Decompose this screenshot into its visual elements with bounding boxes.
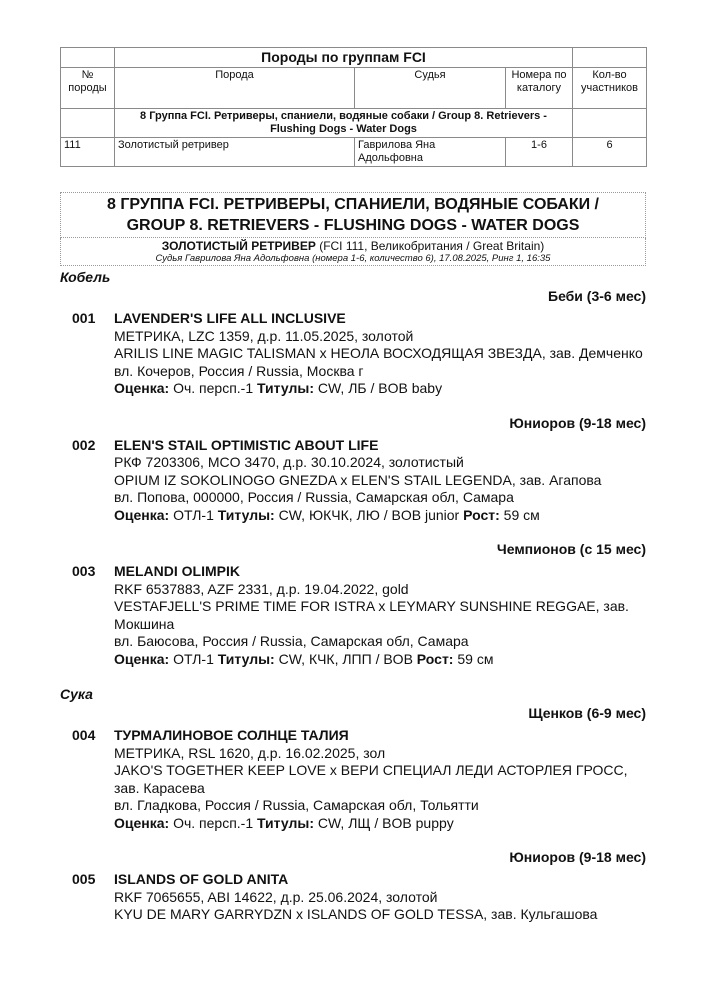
table-title-row	[61, 48, 647, 68]
header-participants: Кол-во участников	[573, 68, 647, 109]
entry-body	[114, 437, 646, 525]
height-value: 59 см	[453, 650, 494, 667]
titles-value: CW, КЧК, ЛПП / BOB	[274, 650, 417, 667]
titles-label: Титулы:	[257, 380, 314, 396]
entry-number: 005	[72, 871, 96, 887]
owner: вл. Кочеров, Россия / Russia, Москва г	[114, 362, 364, 379]
parents-breeder: JAKO'S TOGETHER KEEP LOVE x ВЕРИ СПЕЦИАЛ ЛЕДИ АСТОРЛЕЯ ГРОСС, зав. Карасева	[114, 762, 628, 796]
parents-breeder: KYU DE MARY GARRYDZN x ISLANDS OF GOLD TESSA, зав. Кульгашова	[114, 906, 598, 922]
catalog-entry	[72, 310, 646, 398]
class-title: Юниоров (9-18 мес)	[509, 849, 646, 865]
parents-breeder: VESTAFJELL'S PRIME TIME FOR ISTRA x LEYMARY SUNSHINE REGGAE, зав. Мокшина	[114, 598, 629, 632]
class-title: Чемпионов (с 15 мес)	[496, 541, 646, 557]
header-breed-no: № породы	[61, 68, 115, 109]
entry-number: 001	[72, 310, 96, 326]
titles-label: Титулы:	[257, 814, 314, 831]
catalog-numbers: 1-6	[506, 138, 573, 167]
catalog-page	[60, 47, 646, 924]
catalog-entry	[72, 871, 646, 924]
breed-no: 111	[61, 138, 115, 167]
registration: RKF 6537883, AZF 2331, д.р. 19.04.2022, gold	[114, 580, 409, 597]
breed-name: ЗОЛОТИСТЫЙ РЕТРИВЕР	[161, 239, 316, 253]
dog-name: LAVENDER'S LIFE ALL INCLUSIVE	[114, 310, 346, 326]
grade-label: Оценка:	[114, 506, 170, 523]
grade-value: Оч. персп.-1	[169, 814, 258, 831]
entry-number: 004	[72, 727, 96, 743]
class-title: Беби (3-6 мес)	[548, 288, 646, 304]
dog-name: ELEN'S STAIL OPTIMISTIC ABOUT LIFE	[114, 436, 379, 453]
entry-body	[114, 310, 646, 398]
group-header-line2: GROUP 8. RETRIEVERS - FLUSHING DOGS - WATER DOGS	[126, 217, 580, 234]
catalog-entry	[72, 437, 646, 525]
titles-label: Титулы:	[217, 650, 275, 667]
entry-body	[114, 727, 646, 832]
group-name: 8 Группа FCI. Ретриверы, спаниели, водяные собаки / Group 8. Retrievers - Flushing Dogs - Water Dogs	[115, 109, 573, 138]
entry-body	[114, 563, 646, 668]
grade-label: Оценка:	[114, 650, 170, 667]
table-header-row	[61, 68, 647, 109]
breed-name: Золотистый ретривер	[115, 138, 355, 167]
class-title: Щенков (6-9 мес)	[528, 705, 646, 721]
results	[114, 380, 646, 398]
catalog-entry	[72, 563, 646, 668]
group-row	[61, 109, 647, 138]
grade-value: ОТЛ-1	[169, 650, 218, 667]
group-header-line1: 8 ГРУППА FCI. РЕТРИВЕРЫ, СПАНИЕЛИ, ВОДЯНЫЕ СОБАКИ /	[106, 196, 599, 213]
judge-name: Гаврилова Яна Адольфовна	[355, 138, 506, 167]
height-label: Рост:	[416, 650, 454, 667]
class-title: Юниоров (9-18 мес)	[509, 414, 646, 431]
header-judge: Судья	[355, 68, 506, 109]
sex-heading-male: Кобель	[60, 269, 111, 285]
empty-cell	[573, 109, 647, 138]
registration: RKF 7065655, ABI 14622, д.р. 25.06.2024, золотой	[114, 888, 438, 905]
grade-value: Оч. персп.-1	[169, 380, 258, 396]
empty-cell	[61, 48, 115, 68]
empty-cell	[61, 109, 115, 138]
dog-name: ISLANDS OF GOLD ANITA	[114, 871, 289, 887]
grade-value: ОТЛ-1	[169, 506, 218, 523]
dog-name: MELANDI OLIMPIK	[114, 563, 240, 579]
owner: вл. Попова, 000000, Россия / Russia, Самарская обл, Самара	[114, 489, 514, 505]
table-title: Породы по группам FCI	[115, 48, 573, 68]
height-label: Рост:	[463, 506, 500, 523]
grade-label: Оценка:	[114, 814, 170, 831]
height-value: 59 см	[499, 506, 540, 523]
sex-heading-female: Сука	[60, 686, 93, 702]
group-header	[60, 192, 646, 238]
grade-label: Оценка:	[114, 380, 170, 396]
catalog-entry	[72, 727, 646, 832]
parents-breeder: OPIUM IZ SOKOLINOGO GNEZDA x ELEN'S STAIL LEGENDA, зав. Агапова	[114, 471, 602, 488]
results	[114, 815, 646, 833]
results	[114, 651, 646, 669]
titles-value: CW, ЛЩ / BOB puppy	[313, 814, 454, 831]
owner: вл. Гладкова, Россия / Russia, Самарская обл, Тольятти	[114, 797, 479, 813]
owner: вл. Баюсова, Россия / Russia, Самарская обл, Самара	[114, 633, 469, 649]
breed-header	[60, 238, 646, 266]
fci-groups-table	[60, 47, 647, 167]
registration: МЕТРИКА, LZC 1359, д.р. 11.05.2025, золотой	[114, 327, 414, 344]
titles-value: CW, ЛБ / BOB baby	[313, 380, 443, 396]
dog-name: ТУРМАЛИНОВОЕ СОЛНЦЕ ТАЛИЯ	[114, 727, 349, 743]
entry-number: 002	[72, 436, 96, 453]
results	[114, 507, 646, 525]
header-catalog-numbers: Номера по каталогу	[506, 68, 573, 109]
empty-cell	[573, 48, 647, 68]
table-row	[61, 138, 647, 167]
entry-body	[114, 871, 646, 924]
titles-label: Титулы:	[217, 506, 275, 523]
breed-title	[65, 239, 641, 253]
entry-number: 003	[72, 563, 96, 579]
participants-count: 6	[573, 138, 647, 167]
titles-value: CW, ЮКЧК, ЛЮ / BOB junior	[274, 506, 464, 523]
breed-details: (FCI 111, Великобритания / Great Britain)	[315, 239, 545, 253]
judge-info: Судья Гаврилова Яна Адольфовна (номера 1-6, количество 6), 17.08.2025, Ринг 1, 16:35	[155, 253, 551, 264]
parents-breeder: ARILIS LINE MAGIC TALISMAN x НЕОЛА ВОСХОДЯЩАЯ ЗВЕЗДА, зав. Демченко	[114, 345, 643, 361]
header-breed: Порода	[115, 68, 355, 109]
registration: РКФ 7203306, MCO 3470, д.р. 30.10.2024, золотистый	[114, 454, 464, 470]
registration: МЕТРИКА, RSL 1620, д.р. 16.02.2025, зол	[114, 744, 386, 761]
